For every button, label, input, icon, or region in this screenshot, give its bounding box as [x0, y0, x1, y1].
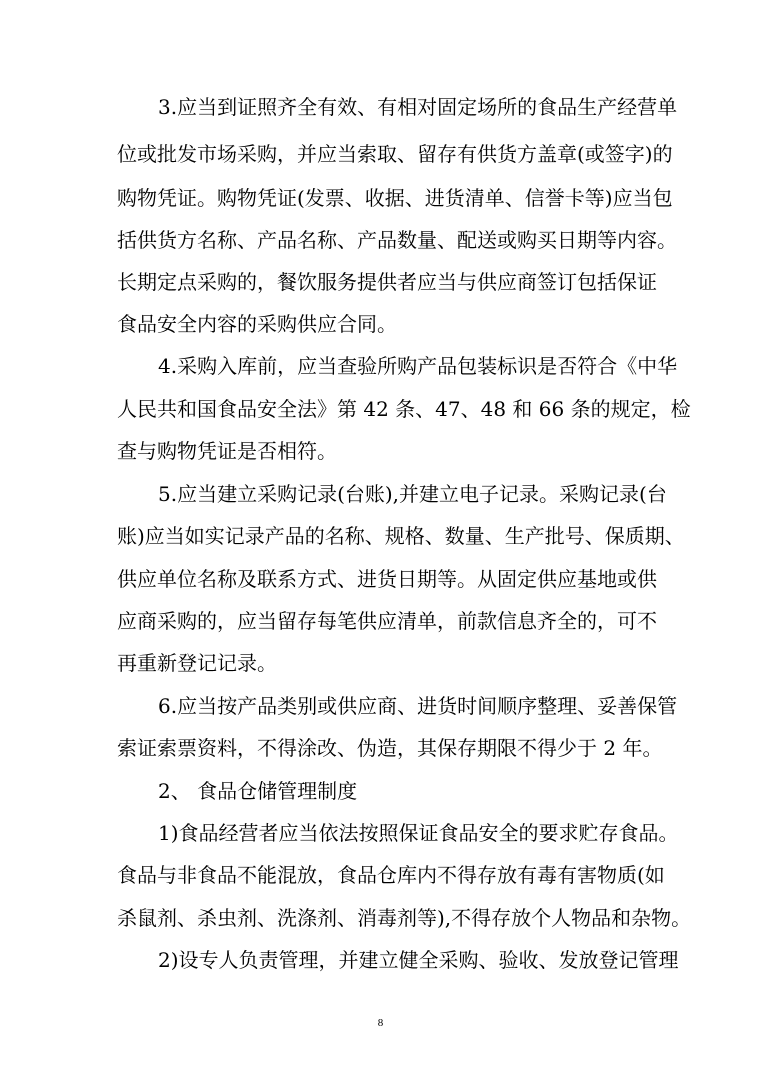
- paragraph-5-line-5: 再重新登记记录。: [117, 651, 277, 675]
- paragraph-6-line-1: 6.应当按产品类别或供应商、进货时间顺序整理、妥善保管: [158, 694, 678, 718]
- item-1-line-1: 1)食品经营者应当依法按照保证食品安全的要求贮存食品。: [158, 821, 679, 845]
- paragraph-5-line-1: 5.应当建立采购记录(台账),并建立电子记录。采购记录(台: [158, 482, 667, 506]
- paragraph-3-line-1: 3.应当到证照齐全有效、有相对固定场所的食品生产经营单: [158, 95, 678, 119]
- paragraph-3-line-3: 购物凭证。购物凭证(发票、收据、进货清单、信誉卡等)应当包: [117, 186, 673, 210]
- paragraph-5-line-2: 账)应当如实记录产品的名称、规格、数量、生产批号、保质期、: [117, 524, 685, 548]
- paragraph-6-line-2: 索证索票资料，不得涂改、伪造，其保存期限不得少于 2 年。: [117, 736, 663, 760]
- paragraph-3-line-5: 长期定点采购的，餐饮服务提供者应当与供应商签订包括保证: [117, 270, 657, 294]
- item-1-line-2: 食品与非食品不能混放，食品仓库内不得存放有毒有害物质(如: [117, 863, 665, 887]
- paragraph-3-line-4: 括供货方名称、产品名称、产品数量、配送或购买日期等内容。: [117, 228, 677, 252]
- paragraph-3-line-2: 位或批发市场采购，并应当索取、留存有供货方盖章(或签字)的: [117, 142, 673, 166]
- paragraph-5-line-3: 供应单位名称及联系方式、进货日期等。从固定供应基地或供: [117, 567, 657, 591]
- paragraph-5-line-4: 应商采购的，应当留存每笔供应清单，前款信息齐全的，可不: [117, 609, 657, 633]
- paragraph-4-line-2: 人民共和国食品安全法》第 42 条、47、48 和 66 条的规定，检: [117, 397, 691, 421]
- paragraph-4-line-1: 4.采购入库前，应当查验所购产品包装标识是否符合《中华: [158, 354, 678, 378]
- section-heading: 2、 食品仓储管理制度: [158, 779, 358, 803]
- paragraph-3-line-6: 食品安全内容的采购供应合同。: [117, 312, 397, 336]
- item-2-line-1: 2)设专人负责管理，并建立健全采购、验收、发放登记管理: [158, 948, 679, 972]
- paragraph-4-line-3: 查与购物凭证是否相符。: [117, 439, 337, 463]
- page-number: 8: [377, 1017, 384, 1029]
- item-1-line-3: 杀鼠剂、杀虫剂、洗涤剂、消毒剂等),不得存放个人物品和杂物。: [117, 906, 692, 930]
